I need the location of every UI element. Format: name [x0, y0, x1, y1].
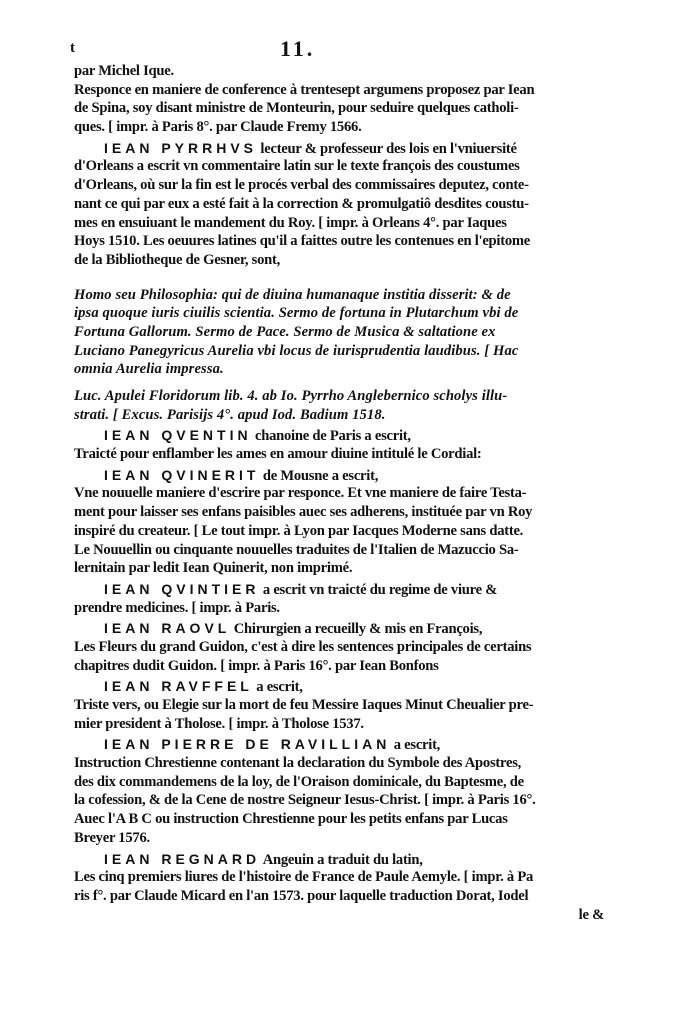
- italic-line: Luc. Apulei Floridorum lib. 4. ab Io. Pyrrho Anglebernico scholys illu-: [74, 388, 508, 404]
- page-number: 11.: [280, 36, 316, 61]
- entry-heading-text: chanoine de Paris a escrit,: [251, 428, 411, 445]
- text-line: mes en ensuiuant le mandement du Roy. [ impr. à Orleans 4°. par Iaques: [74, 214, 507, 231]
- author-name: IEAN REGNARD: [104, 850, 261, 867]
- text-line: prendre medicines. [ impr. à Paris.: [74, 599, 280, 616]
- header-corner-mark: t: [70, 40, 75, 56]
- italic-line: ipsa quoque iuris ciuilis scientia. Sermo de fortuna in Plutarchum vbi de: [74, 305, 519, 322]
- text-line: d'Orleans, où sur la fin est le procés verbal des commissaires deputez, conte-: [74, 177, 529, 194]
- text-line: ris f°. par Claude Micard en l'an 1573. pour laquelle traduction Dorat, Iodel: [74, 887, 529, 904]
- text-line: Hoys 1510. Les oeuures latines qu'il a faittes outre les contenues en l'epitome: [74, 233, 531, 250]
- text-line: Traicté pour enflamber les ames en amour diuine intitulé le Cordial:: [74, 446, 482, 463]
- entry-heading-text: a escrit,: [390, 737, 441, 754]
- author-name: IEAN RAVFFEL: [104, 678, 253, 695]
- text-line: nant ce qui par eux a esté fait à la correction & promulgatiô desdites coustu-: [74, 195, 529, 212]
- text-line: Le Nouuellin ou cinquante nouuelles traduites de l'Italien de Mazuccio Sa-: [74, 541, 519, 558]
- text-line: Les cinq premiers liures de l'histoire de France de Paule Aemyle. [ impr. à Pa: [74, 869, 534, 886]
- text-line: ment pour laisser ses enfans paisibles auec ses adherens, instituée par vn Roy: [74, 504, 533, 521]
- entry-heading-text: a escrit vn traicté du regime de viure &: [259, 581, 498, 598]
- text-line: Auec l'A B C ou instruction Chrestienne pour les petits enfans par Lucas: [74, 811, 508, 828]
- latin-works-block-2: [74, 387, 604, 424]
- text-line: Breyer 1576.: [74, 829, 150, 846]
- author-name: IEAN PIERRE DE RAVILLIAN: [104, 736, 391, 753]
- text-line: la cofession, & de la Cene de nostre Seigneur Iesus-Christ. [ impr. à Paris 16°.: [74, 792, 536, 809]
- text-line: ques. [ impr. à Paris 8°. par Claude Fremy 1566.: [74, 119, 362, 136]
- author-name: IEAN RAOVL: [104, 620, 231, 637]
- italic-line: omnia Aurelia impressa.: [74, 361, 224, 378]
- catchword: le &: [578, 906, 604, 923]
- text-line: d'Orleans a escrit vn commentaire latin sur le texte françois des coustumes: [74, 158, 520, 175]
- latin-works-block: [74, 286, 604, 379]
- italic-line: Homo seu Philosophia: qui de diuina humanaque institia disserit: & de: [74, 286, 511, 303]
- text-line: lernitain par ledit Iean Quinerit, non imprimé.: [74, 560, 353, 577]
- entry-heading-text: a escrit,: [252, 679, 303, 696]
- author-name: IEAN PYRRHVS: [104, 139, 258, 156]
- text-line: Triste vers, ou Elegie sur la mort de feu Messire Iaques Minut Cheualier pre-: [74, 697, 534, 713]
- entry-heading: [74, 677, 604, 696]
- entry-heading-text: de Mousne a escrit,: [259, 467, 379, 484]
- text-line: Vne nouuelle maniere d'escrire par responce. Et vne maniere de faire Testa-: [74, 485, 527, 502]
- author-name: IEAN QVENTIN: [104, 427, 252, 444]
- text-line: de la Bibliotheque de Gesner, sont,: [74, 251, 280, 268]
- entry-heading: [74, 426, 604, 445]
- text-line: de Spina, soy disant ministre de Monteurin, pour seduire quelques catholi-: [74, 100, 519, 117]
- text-line: inspiré du createur. [ Le tout impr. à Lyon par Iacques Moderne sans datte.: [74, 522, 524, 539]
- page-body: [74, 62, 604, 924]
- text-line: Responce en maniere de conference à trentesept argumens proposez par Iean: [74, 81, 535, 98]
- entry-heading-text: Chirurgien a recueilly & mis en François,: [230, 621, 483, 638]
- text-line: par Michel Ique.: [74, 63, 174, 79]
- text-line: chapitres dudit Guidon. [ impr. à Paris 16°. par Iean Bonfons: [74, 657, 439, 674]
- entry-heading: [74, 619, 604, 638]
- author-name: IEAN QVINERIT: [104, 466, 260, 483]
- text-line: mier president à Tholose. [ impr. à Tholose 1537.: [74, 715, 364, 732]
- author-name: IEAN QVINTIER: [104, 580, 260, 597]
- entry-heading: [74, 466, 604, 485]
- text-line: des dix commandemens de la loy, de l'Oraison dominicale, du Baptesme, de: [74, 773, 524, 790]
- entry-heading: [74, 735, 604, 754]
- italic-line: Fortuna Gallorum. Sermo de Pace. Sermo de Musica & saltatione ex: [74, 323, 496, 340]
- page-header: [70, 36, 630, 64]
- entry-heading-text: lecteur & professeur des lois en l'vniuersité: [257, 140, 517, 157]
- text-line: Les Fleurs du grand Guidon, c'est à dire les sentences principales de certains: [74, 638, 532, 655]
- entry-heading: [74, 580, 604, 599]
- text-line: Instruction Chrestienne contenant la declaration du Symbole des Apostres,: [74, 755, 522, 772]
- italic-line: Luciano Panegyricus Aurelia vbi locus de iurisprudentia laudibus. [ Hac: [74, 342, 519, 359]
- italic-line: strati. [ Excus. Parisijs 4°. apud Iod. Badium 1518.: [74, 406, 386, 423]
- entry-heading: [74, 850, 604, 869]
- entry-heading: [74, 139, 604, 158]
- entry-heading-text: Angeuin a traduit du latin,: [260, 851, 423, 868]
